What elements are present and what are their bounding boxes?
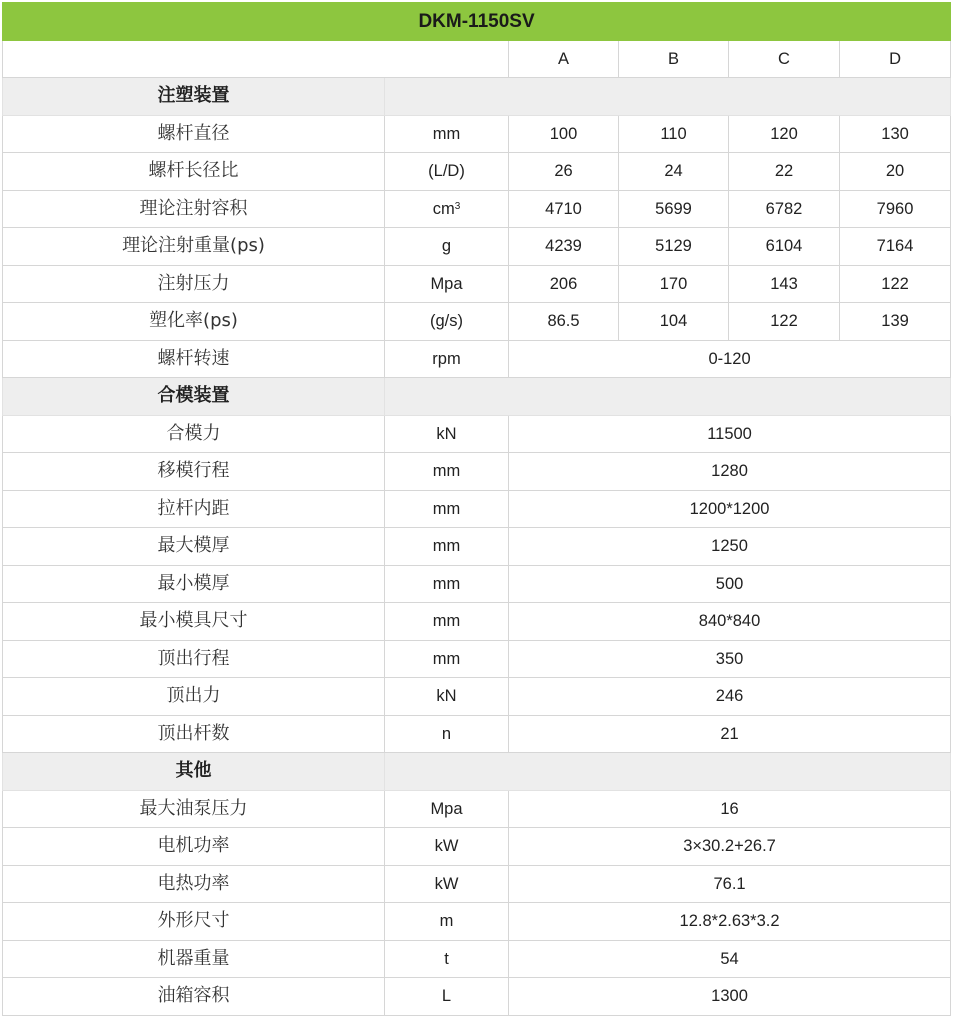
section-filler — [385, 753, 951, 791]
value-a: 100 — [509, 115, 619, 153]
section-filler — [385, 78, 951, 116]
section-label: 合模装置 — [3, 378, 385, 416]
row-unit: mm — [385, 528, 509, 566]
row-name: 顶出杆数 — [3, 715, 385, 753]
row-name: 最小模厚 — [3, 565, 385, 603]
row-unit: mm — [385, 565, 509, 603]
row-unit: kW — [385, 828, 509, 866]
section-header-other — [3, 753, 951, 791]
row-name: 油箱容积 — [3, 978, 385, 1016]
row-unit: rpm — [385, 340, 509, 378]
table-row — [3, 903, 951, 941]
value-c: 22 — [729, 153, 840, 191]
column-header-c: C — [729, 40, 840, 78]
value-d: 139 — [840, 303, 951, 341]
row-name: 移模行程 — [3, 453, 385, 491]
section-label: 注塑装置 — [3, 78, 385, 116]
row-name: 注射压力 — [3, 265, 385, 303]
table-row — [3, 265, 951, 303]
row-value: 1300 — [509, 978, 951, 1016]
row-unit: n — [385, 715, 509, 753]
row-name: 合模力 — [3, 415, 385, 453]
table-row — [3, 528, 951, 566]
row-value: 21 — [509, 715, 951, 753]
section-filler — [385, 378, 951, 416]
row-name: 顶出行程 — [3, 640, 385, 678]
row-value: 11500 — [509, 415, 951, 453]
row-value: 16 — [509, 790, 951, 828]
table-row — [3, 865, 951, 903]
value-b: 24 — [619, 153, 729, 191]
value-a: 26 — [509, 153, 619, 191]
table-title: DKM-1150SV — [3, 3, 951, 41]
column-header-blank — [3, 40, 509, 78]
value-a: 4710 — [509, 190, 619, 228]
row-value: 840*840 — [509, 603, 951, 641]
column-header-b: B — [619, 40, 729, 78]
section-header-injection — [3, 78, 951, 116]
row-unit: mm — [385, 603, 509, 641]
row-unit: kN — [385, 415, 509, 453]
row-value: 1200*1200 — [509, 490, 951, 528]
table-row — [3, 153, 951, 191]
row-name: 最大模厚 — [3, 528, 385, 566]
row-value: 500 — [509, 565, 951, 603]
table-row — [3, 490, 951, 528]
row-unit — [385, 190, 509, 228]
table-row — [3, 940, 951, 978]
value-a: 4239 — [509, 228, 619, 266]
table-row — [3, 415, 951, 453]
value-b: 170 — [619, 265, 729, 303]
table-row — [3, 715, 951, 753]
value-b: 104 — [619, 303, 729, 341]
value-b: 5129 — [619, 228, 729, 266]
row-unit: kN — [385, 678, 509, 716]
value-c: 6104 — [729, 228, 840, 266]
value-c: 6782 — [729, 190, 840, 228]
row-name: 螺杆转速 — [3, 340, 385, 378]
row-unit: Mpa — [385, 265, 509, 303]
row-unit: mm — [385, 640, 509, 678]
table-row — [3, 978, 951, 1016]
row-name: 电热功率 — [3, 865, 385, 903]
row-unit: (g/s) — [385, 303, 509, 341]
table-row — [3, 115, 951, 153]
row-unit: mm — [385, 490, 509, 528]
row-name: 塑化率(ps) — [3, 303, 385, 341]
row-value: 350 — [509, 640, 951, 678]
row-unit: (L/D) — [385, 153, 509, 191]
table-row — [3, 565, 951, 603]
table-row — [3, 303, 951, 341]
table-row — [3, 603, 951, 641]
row-value: 1250 — [509, 528, 951, 566]
value-d: 7164 — [840, 228, 951, 266]
spec-table — [2, 2, 951, 1016]
table-row — [3, 228, 951, 266]
title-row — [3, 3, 951, 41]
table-row — [3, 790, 951, 828]
row-unit: Mpa — [385, 790, 509, 828]
row-name: 顶出力 — [3, 678, 385, 716]
row-unit: m — [385, 903, 509, 941]
value-d: 7960 — [840, 190, 951, 228]
value-d: 20 — [840, 153, 951, 191]
unit-text: cm — [432, 199, 455, 218]
row-name: 螺杆直径 — [3, 115, 385, 153]
row-unit: g — [385, 228, 509, 266]
section-label: 其他 — [3, 753, 385, 791]
table-row — [3, 340, 951, 378]
value-c: 143 — [729, 265, 840, 303]
row-name: 螺杆长径比 — [3, 153, 385, 191]
row-name: 拉杆内距 — [3, 490, 385, 528]
section-header-clamping — [3, 378, 951, 416]
row-unit: mm — [385, 115, 509, 153]
value-b: 110 — [619, 115, 729, 153]
column-header-a: A — [509, 40, 619, 78]
value-d: 122 — [840, 265, 951, 303]
row-unit: kW — [385, 865, 509, 903]
value-c: 122 — [729, 303, 840, 341]
row-value: 76.1 — [509, 865, 951, 903]
row-name: 最大油泵压力 — [3, 790, 385, 828]
row-value: 1280 — [509, 453, 951, 491]
row-value: 246 — [509, 678, 951, 716]
value-c: 120 — [729, 115, 840, 153]
table-row — [3, 640, 951, 678]
table-row — [3, 678, 951, 716]
value-d: 130 — [840, 115, 951, 153]
row-unit: t — [385, 940, 509, 978]
row-name: 电机功率 — [3, 828, 385, 866]
row-value: 3×30.2+26.7 — [509, 828, 951, 866]
table-row — [3, 453, 951, 491]
row-name: 理论注射容积 — [3, 190, 385, 228]
column-header-row — [3, 40, 951, 78]
row-value: 54 — [509, 940, 951, 978]
unit-superscript: 3 — [454, 200, 461, 212]
row-unit: L — [385, 978, 509, 1016]
row-name: 理论注射重量(ps) — [3, 228, 385, 266]
row-value: 12.8*2.63*3.2 — [509, 903, 951, 941]
row-unit: mm — [385, 453, 509, 491]
row-value: 0-120 — [509, 340, 951, 378]
value-a: 206 — [509, 265, 619, 303]
value-b: 5699 — [619, 190, 729, 228]
table-row — [3, 190, 951, 228]
value-a: 86.5 — [509, 303, 619, 341]
table-row — [3, 828, 951, 866]
column-header-d: D — [840, 40, 951, 78]
row-name: 机器重量 — [3, 940, 385, 978]
row-name: 外形尺寸 — [3, 903, 385, 941]
row-name: 最小模具尺寸 — [3, 603, 385, 641]
